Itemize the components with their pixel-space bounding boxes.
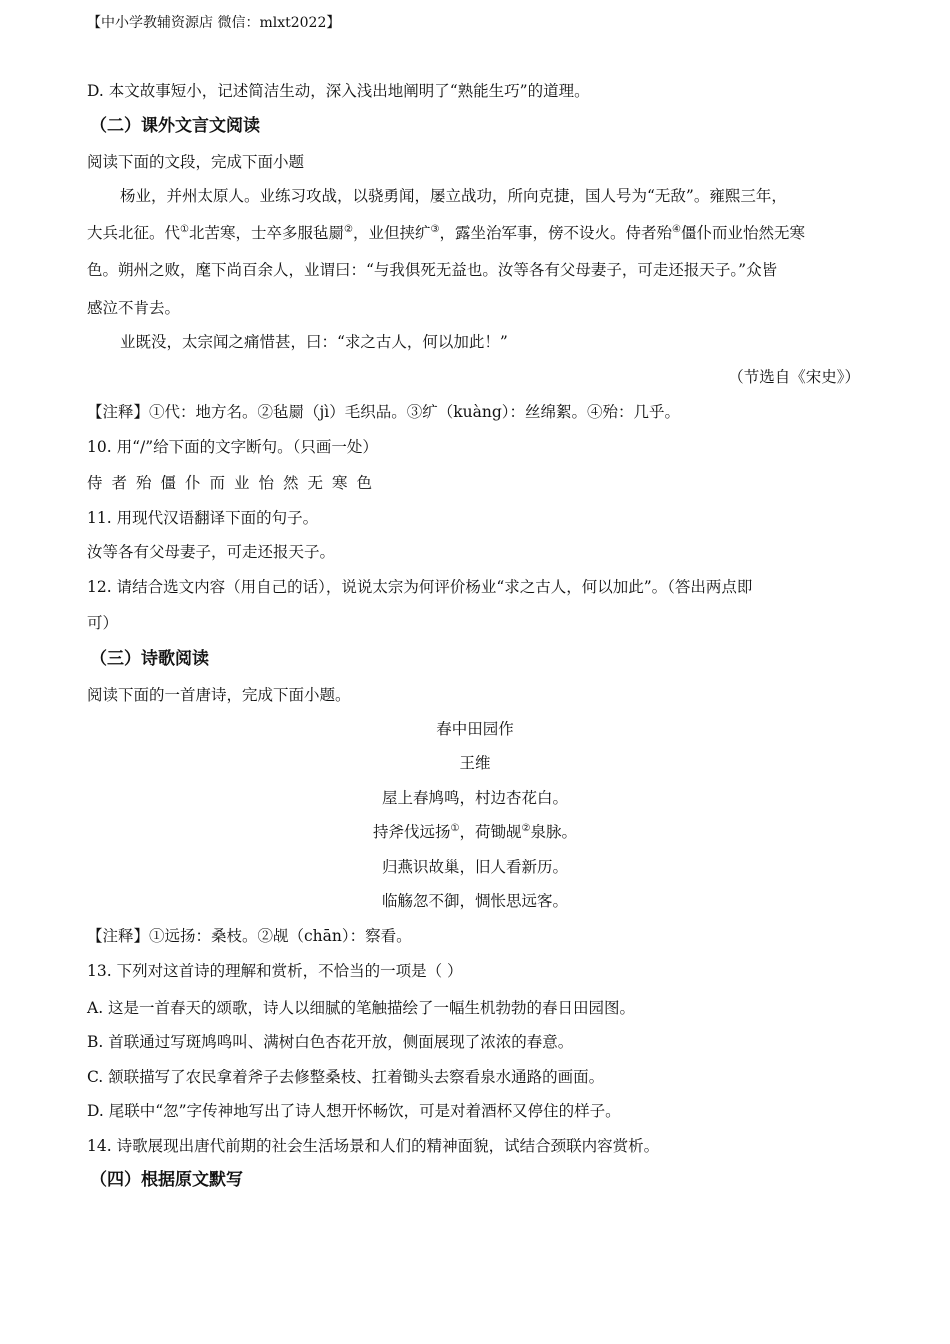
- question-13-option-a: A. 这是一首春天的颂歌，诗人以细腻的笔触描绘了一幅生机勃勃的春日田园图。: [87, 999, 636, 1017]
- watermark-header: 【中小学教辅资源店 微信：mlxt2022】: [87, 15, 341, 31]
- question-14: 14. 诗歌展现出唐代前期的社会生活场景和人们的精神面貌，试结合颈联内容赏析。: [87, 1137, 660, 1155]
- question-10-text: 侍者殆僵仆而业怡然无寒色: [87, 474, 382, 492]
- question-13-option-b: B. 首联通过写斑鸠鸣叫、满树白色杏花开放，侧面展现了浓浓的春意。: [87, 1033, 574, 1051]
- poem-line-4: 临觞忽不御，惆怅思远客。: [381, 892, 568, 910]
- note-mark: ①: [450, 822, 460, 834]
- question-11-text: 汝等各有父母妻子，可走还报天子。: [87, 543, 336, 561]
- passage-source: （节选自《宋史》）: [728, 368, 860, 386]
- passage-line-4: 感泣不肯去。: [87, 299, 181, 317]
- poem-title: 春中田园作: [436, 720, 514, 738]
- poem-line-2: [0, 821, 950, 843]
- question-12-line-1: 12. 请结合选文内容（用自己的话），说说太宗为何评价杨业“求之古人，何以加此”。（答出两点即: [87, 578, 753, 596]
- section2-instruction: 阅读下面的文段，完成下面小题: [87, 153, 305, 171]
- passage-text: ，露坐治军事，傍不设火。侍者殆: [439, 224, 672, 242]
- poem-author: 王维: [459, 754, 491, 772]
- question-12-line-2: 可）: [87, 614, 119, 632]
- question-13-option-d: D. 尾联中“忽”字传神地写出了诗人想开怀畅饮，可是对着酒杯又停住的样子。: [87, 1102, 621, 1120]
- question-13-option-c: C. 颔联描写了农民拿着斧子去修整桑枝、扛着锄头去察看泉水通路的画面。: [87, 1068, 605, 1086]
- note-mark: ②: [521, 822, 531, 834]
- note-mark: ②: [344, 223, 353, 235]
- poem-text: 持斧伐远扬: [373, 823, 451, 841]
- poem-line-3: 归燕识故巢，旧人看新历。: [381, 858, 568, 876]
- note-mark: ④: [671, 223, 681, 235]
- passage-para-2: 业既没，太宗闻之痛惜甚，曰：“求之古人，何以加此！”: [120, 333, 508, 351]
- question-10: 10. 用“/”给下面的文字断句。（只画一处）: [87, 438, 378, 456]
- poem-line-1: 屋上春鸠鸣，村边杏花白。: [381, 789, 568, 807]
- question-11: 11. 用现代汉语翻译下面的句子。: [87, 509, 319, 527]
- section2-title: （二）课外文言文阅读: [90, 116, 260, 136]
- section3-instruction: 阅读下面的一首唐诗，完成下面小题。: [87, 686, 351, 704]
- passage-line-2: [87, 222, 867, 244]
- passage-text: 僵仆而业怡然无寒: [680, 224, 805, 242]
- section3-title: （三）诗歌阅读: [90, 649, 209, 669]
- prev-option-d: D. 本文故事短小，记述简洁生动，深入浅出地阐明了“熟能生巧”的道理。: [87, 82, 590, 100]
- note-mark: ①: [180, 223, 189, 235]
- passage-text: ，业但挟纩: [352, 224, 431, 242]
- section4-title: （四）根据原文默写: [90, 1170, 243, 1190]
- note-mark: ③: [430, 223, 440, 235]
- passage-text: 大兵北征。代: [87, 224, 181, 242]
- passage-line-3: 色。朔州之败，麾下尚百余人，业谓曰：“与我俱死无益也。汝等各有父母妻子，可走还报天子。”众皆: [87, 261, 778, 279]
- section2-notes: 【注释】①代：地方名。②毡罽（jì）毛织品。③纩（kuàng）：丝绵絮。④殆：几乎。: [87, 403, 681, 421]
- passage-text: 北苦寒，士卒多服毡罽: [188, 224, 344, 242]
- section3-notes: 【注释】①远扬：桑枝。②觇（chān）：察看。: [87, 927, 412, 945]
- poem-text: 泉脉。: [530, 823, 577, 841]
- poem-text: ，荷锄觇: [459, 823, 522, 841]
- passage-line-1: 杨业，并州太原人。业练习攻战，以骁勇闻，屡立战功，所向克捷，国人号为“无敌”。雍熙三年，: [120, 187, 787, 205]
- question-13: 13. 下列对这首诗的理解和赏析，不恰当的一项是（ ）: [87, 962, 463, 980]
